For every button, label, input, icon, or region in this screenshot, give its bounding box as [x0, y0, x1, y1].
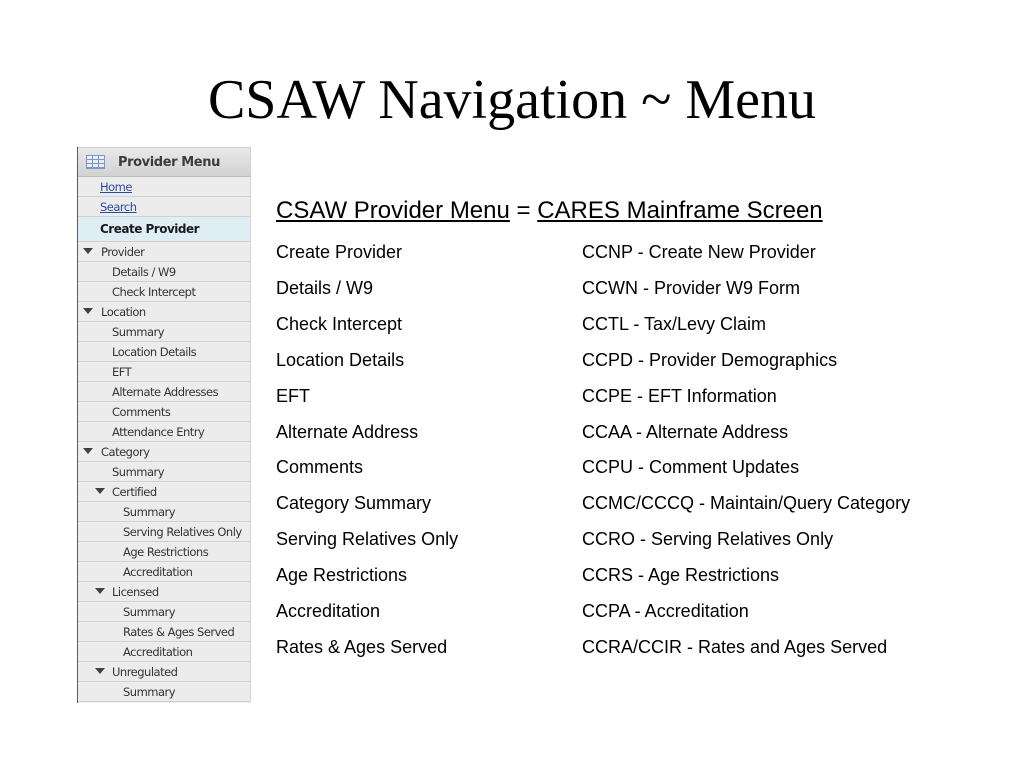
menu-item[interactable]	[78, 522, 251, 542]
csaw-menu-item: Comments	[276, 457, 364, 478]
cares-screen: CCNP - Create New Provider	[582, 242, 816, 262]
cares-screen: CCPE - EFT Information	[582, 385, 777, 406]
mapping-row	[276, 528, 996, 558]
menu-item[interactable]	[78, 682, 251, 702]
menu-item-label: Create Provider	[100, 222, 200, 236]
menu-item[interactable]	[78, 362, 251, 382]
menu-item-label: Search	[100, 200, 137, 214]
menu-item-label: Summary	[112, 325, 165, 339]
cares-screen: CCRA/CCIR - Rates and Ages Served	[582, 636, 888, 657]
provider-menu-title: Provider Menu	[118, 155, 220, 170]
cares-screen: CCRS - Age Restrictions	[582, 565, 780, 586]
mapping-header-equals: =	[516, 197, 531, 224]
menu-item[interactable]	[78, 582, 251, 602]
csaw-menu-item: Check Intercept	[276, 313, 403, 334]
caret-down-icon[interactable]	[95, 588, 105, 594]
csaw-menu-item: EFT	[276, 385, 310, 406]
csaw-menu-item: Alternate Address	[276, 421, 419, 442]
csaw-menu-item: Serving Relatives Only	[276, 529, 459, 550]
menu-item[interactable]	[78, 562, 251, 582]
menu-item[interactable]	[78, 217, 251, 242]
mapping-row	[276, 385, 996, 415]
menu-item-label: Category	[101, 445, 150, 459]
csaw-menu-item: Location Details	[276, 349, 405, 370]
menu-item-label: Serving Relatives Only	[123, 525, 242, 539]
menu-item[interactable]	[78, 342, 251, 362]
provider-menu-header[interactable]	[78, 147, 251, 177]
menu-item[interactable]	[78, 177, 251, 197]
cares-screen: CCMC/CCCQ - Maintain/Query Category	[582, 493, 911, 514]
mapping-row	[276, 349, 996, 379]
mapping-row	[276, 636, 996, 666]
menu-item[interactable]	[78, 242, 251, 262]
menu-item-label: Details / W9	[112, 265, 176, 279]
menu-item-label: Summary	[123, 605, 176, 619]
menu-item-label: Unregulated	[112, 665, 178, 679]
mapping-row	[276, 421, 996, 451]
caret-down-icon[interactable]	[95, 488, 105, 494]
menu-item-label: Provider	[101, 245, 145, 259]
menu-item[interactable]	[78, 662, 251, 682]
caret-down-icon[interactable]	[83, 448, 93, 454]
grid-icon	[86, 155, 105, 169]
caret-down-icon[interactable]	[83, 248, 93, 254]
menu-item[interactable]	[78, 402, 251, 422]
mapping-row	[276, 492, 996, 522]
menu-item[interactable]	[78, 262, 251, 282]
menu-item-label: Attendance Entry	[112, 425, 205, 439]
menu-item-label: Licensed	[112, 585, 159, 599]
cares-screen: CCPD - Provider Demographics	[582, 349, 838, 370]
menu-item[interactable]	[78, 422, 251, 442]
csaw-menu-item: Create Provider	[276, 242, 403, 262]
caret-down-icon[interactable]	[95, 668, 105, 674]
menu-item[interactable]	[78, 197, 251, 217]
mapping-row	[276, 564, 996, 594]
caret-down-icon[interactable]	[83, 308, 93, 314]
menu-item-label: Accreditation	[123, 565, 193, 579]
menu-item-label: Location Details	[112, 345, 197, 359]
menu-item[interactable]	[78, 322, 251, 342]
menu-item[interactable]	[78, 282, 251, 302]
cares-screen: CCAA - Alternate Address	[582, 421, 789, 442]
mapping-row	[276, 277, 996, 307]
mapping-header-right: CARES Mainframe Screen	[537, 197, 823, 224]
menu-item[interactable]	[78, 482, 251, 502]
menu-item-label: Rates & Ages Served	[123, 625, 235, 639]
mapping-row	[276, 600, 996, 630]
csaw-menu-item: Age Restrictions	[276, 565, 408, 586]
menu-item[interactable]	[78, 442, 251, 462]
mapping-row	[276, 456, 996, 486]
csaw-menu-item: Accreditation	[276, 601, 381, 621]
menu-item[interactable]	[78, 462, 251, 482]
menu-item[interactable]	[78, 502, 251, 522]
menu-item-label: Comments	[112, 405, 171, 419]
menu-item[interactable]	[78, 622, 251, 642]
csaw-menu-item: Category Summary	[276, 493, 432, 514]
cares-screen: CCTL - Tax/Levy Claim	[582, 313, 767, 334]
menu-item-label: Summary	[123, 505, 176, 519]
menu-item-label: Accreditation	[123, 645, 193, 659]
provider-menu-list	[78, 177, 251, 702]
menu-item[interactable]	[78, 542, 251, 562]
provider-menu-panel	[77, 147, 251, 703]
slide-title: CSAW Navigation ~ Menu	[207, 69, 817, 131]
menu-item-label: Summary	[112, 465, 165, 479]
menu-item-label: EFT	[112, 365, 132, 379]
menu-item[interactable]	[78, 302, 251, 322]
menu-item-label: Location	[101, 305, 146, 319]
cares-screen: CCWN - Provider W9 Form	[582, 277, 801, 298]
menu-item[interactable]	[78, 602, 251, 622]
menu-item[interactable]	[78, 382, 251, 402]
menu-item-label: Home	[100, 180, 132, 194]
csaw-menu-item: Details / W9	[276, 277, 374, 298]
mapping-header	[276, 196, 823, 226]
menu-item[interactable]	[78, 642, 251, 662]
mapping-row	[276, 241, 996, 271]
cares-screen: CCRO - Serving Relatives Only	[582, 529, 834, 550]
cares-screen: CCPA - Accreditation	[582, 601, 749, 621]
menu-item-label: Certified	[112, 485, 157, 499]
menu-item-label: Age Restrictions	[123, 545, 209, 559]
csaw-menu-item: Rates & Ages Served	[276, 636, 448, 657]
menu-item-label: Summary	[123, 685, 176, 699]
menu-item-label: Alternate Addresses	[112, 385, 219, 399]
cares-screen: CCPU - Comment Updates	[582, 457, 800, 478]
menu-item-label: Check Intercept	[112, 285, 196, 299]
mapping-row	[276, 313, 996, 343]
mapping-header-left: CSAW Provider Menu	[276, 197, 510, 224]
